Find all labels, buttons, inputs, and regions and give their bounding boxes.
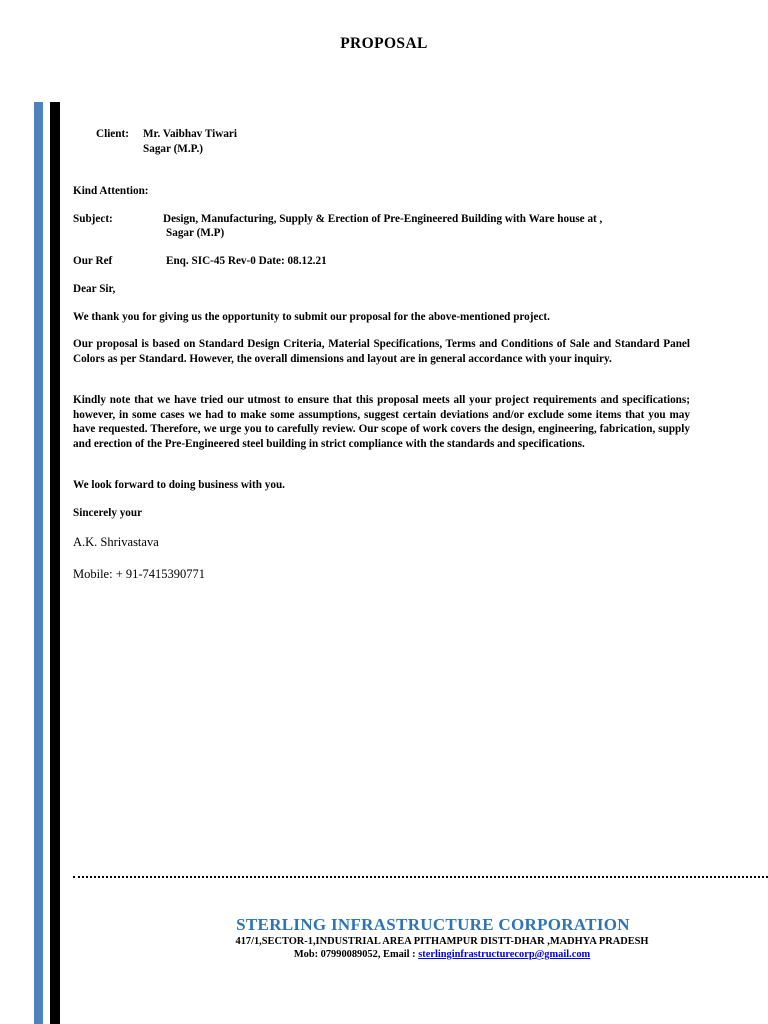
left-accent-bar-blue: [34, 102, 43, 1024]
footer-email-link[interactable]: sterlinginfrastructurecorp@gmail.com: [418, 949, 591, 960]
footer-phone: Mob: 07990089052, Email :: [293, 949, 419, 960]
subject-line-1: Design, Manufacturing, Supply & Erection of Pre-Engineered Building with Ware house at ,: [163, 213, 603, 225]
paragraph-closing: We look forward to doing business with you.: [73, 479, 285, 491]
footer-company-name: STERLING INFRASTRUCTURE CORPORATION: [236, 915, 630, 934]
footer-address: 417/1,SECTOR-1,INDUSTRIAL AREA PITHAMPUR DISTT-DHAR ,MADHYA PRADESH: [235, 936, 649, 947]
salutation: Dear Sir,: [73, 283, 116, 295]
signatory-name: A.K. Shrivastava: [73, 535, 159, 549]
signatory-mobile: Mobile: + 91-7415390771: [73, 567, 206, 581]
footer-contact: [0, 948, 768, 961]
paragraph-thanks: We thank you for giving us the opportunity to submit our proposal for the above-mentioned project.: [73, 311, 550, 323]
document-title: PROPOSAL: [340, 35, 428, 52]
left-accent-bar-black: [50, 102, 60, 1024]
client-location: Sagar (M.P.): [143, 143, 203, 155]
subject-line-2: Sagar (M.P): [166, 227, 225, 239]
paragraph-basis: Our proposal is based on Standard Design Criteria, Material Specifications, Terms and Conditions of Sale and Standard Panel Colors as per Standard. However, the overall dimensions and layout are in general accordance with your inquiry.: [73, 338, 690, 365]
footer-divider: [73, 876, 768, 878]
client-name: Mr. Vaibhav Tiwari: [143, 128, 237, 140]
our-ref-label: Our Ref: [73, 255, 113, 267]
our-ref-value: Enq. SIC-45 Rev-0 Date: 08.12.21: [166, 255, 327, 267]
kind-attention: Kind Attention:: [73, 185, 149, 197]
closing: Sincerely your: [73, 507, 143, 519]
paragraph-scope: Kindly note that we have tried our utmost to ensure that this proposal meets all your project requirements and specifications; however, in some cases we had to make some assumptions, suggest certain deviations and/or exclude some items that you may have requested. Therefore, we urge you to carefully review. Our scope of work covers the design, engineering, fabrication, supply and erection of the Pre-Engineered steel building in strict compliance with the standards and specifications.: [73, 394, 690, 450]
subject-label: Subject:: [73, 213, 113, 225]
client-label: Client:: [96, 128, 129, 140]
